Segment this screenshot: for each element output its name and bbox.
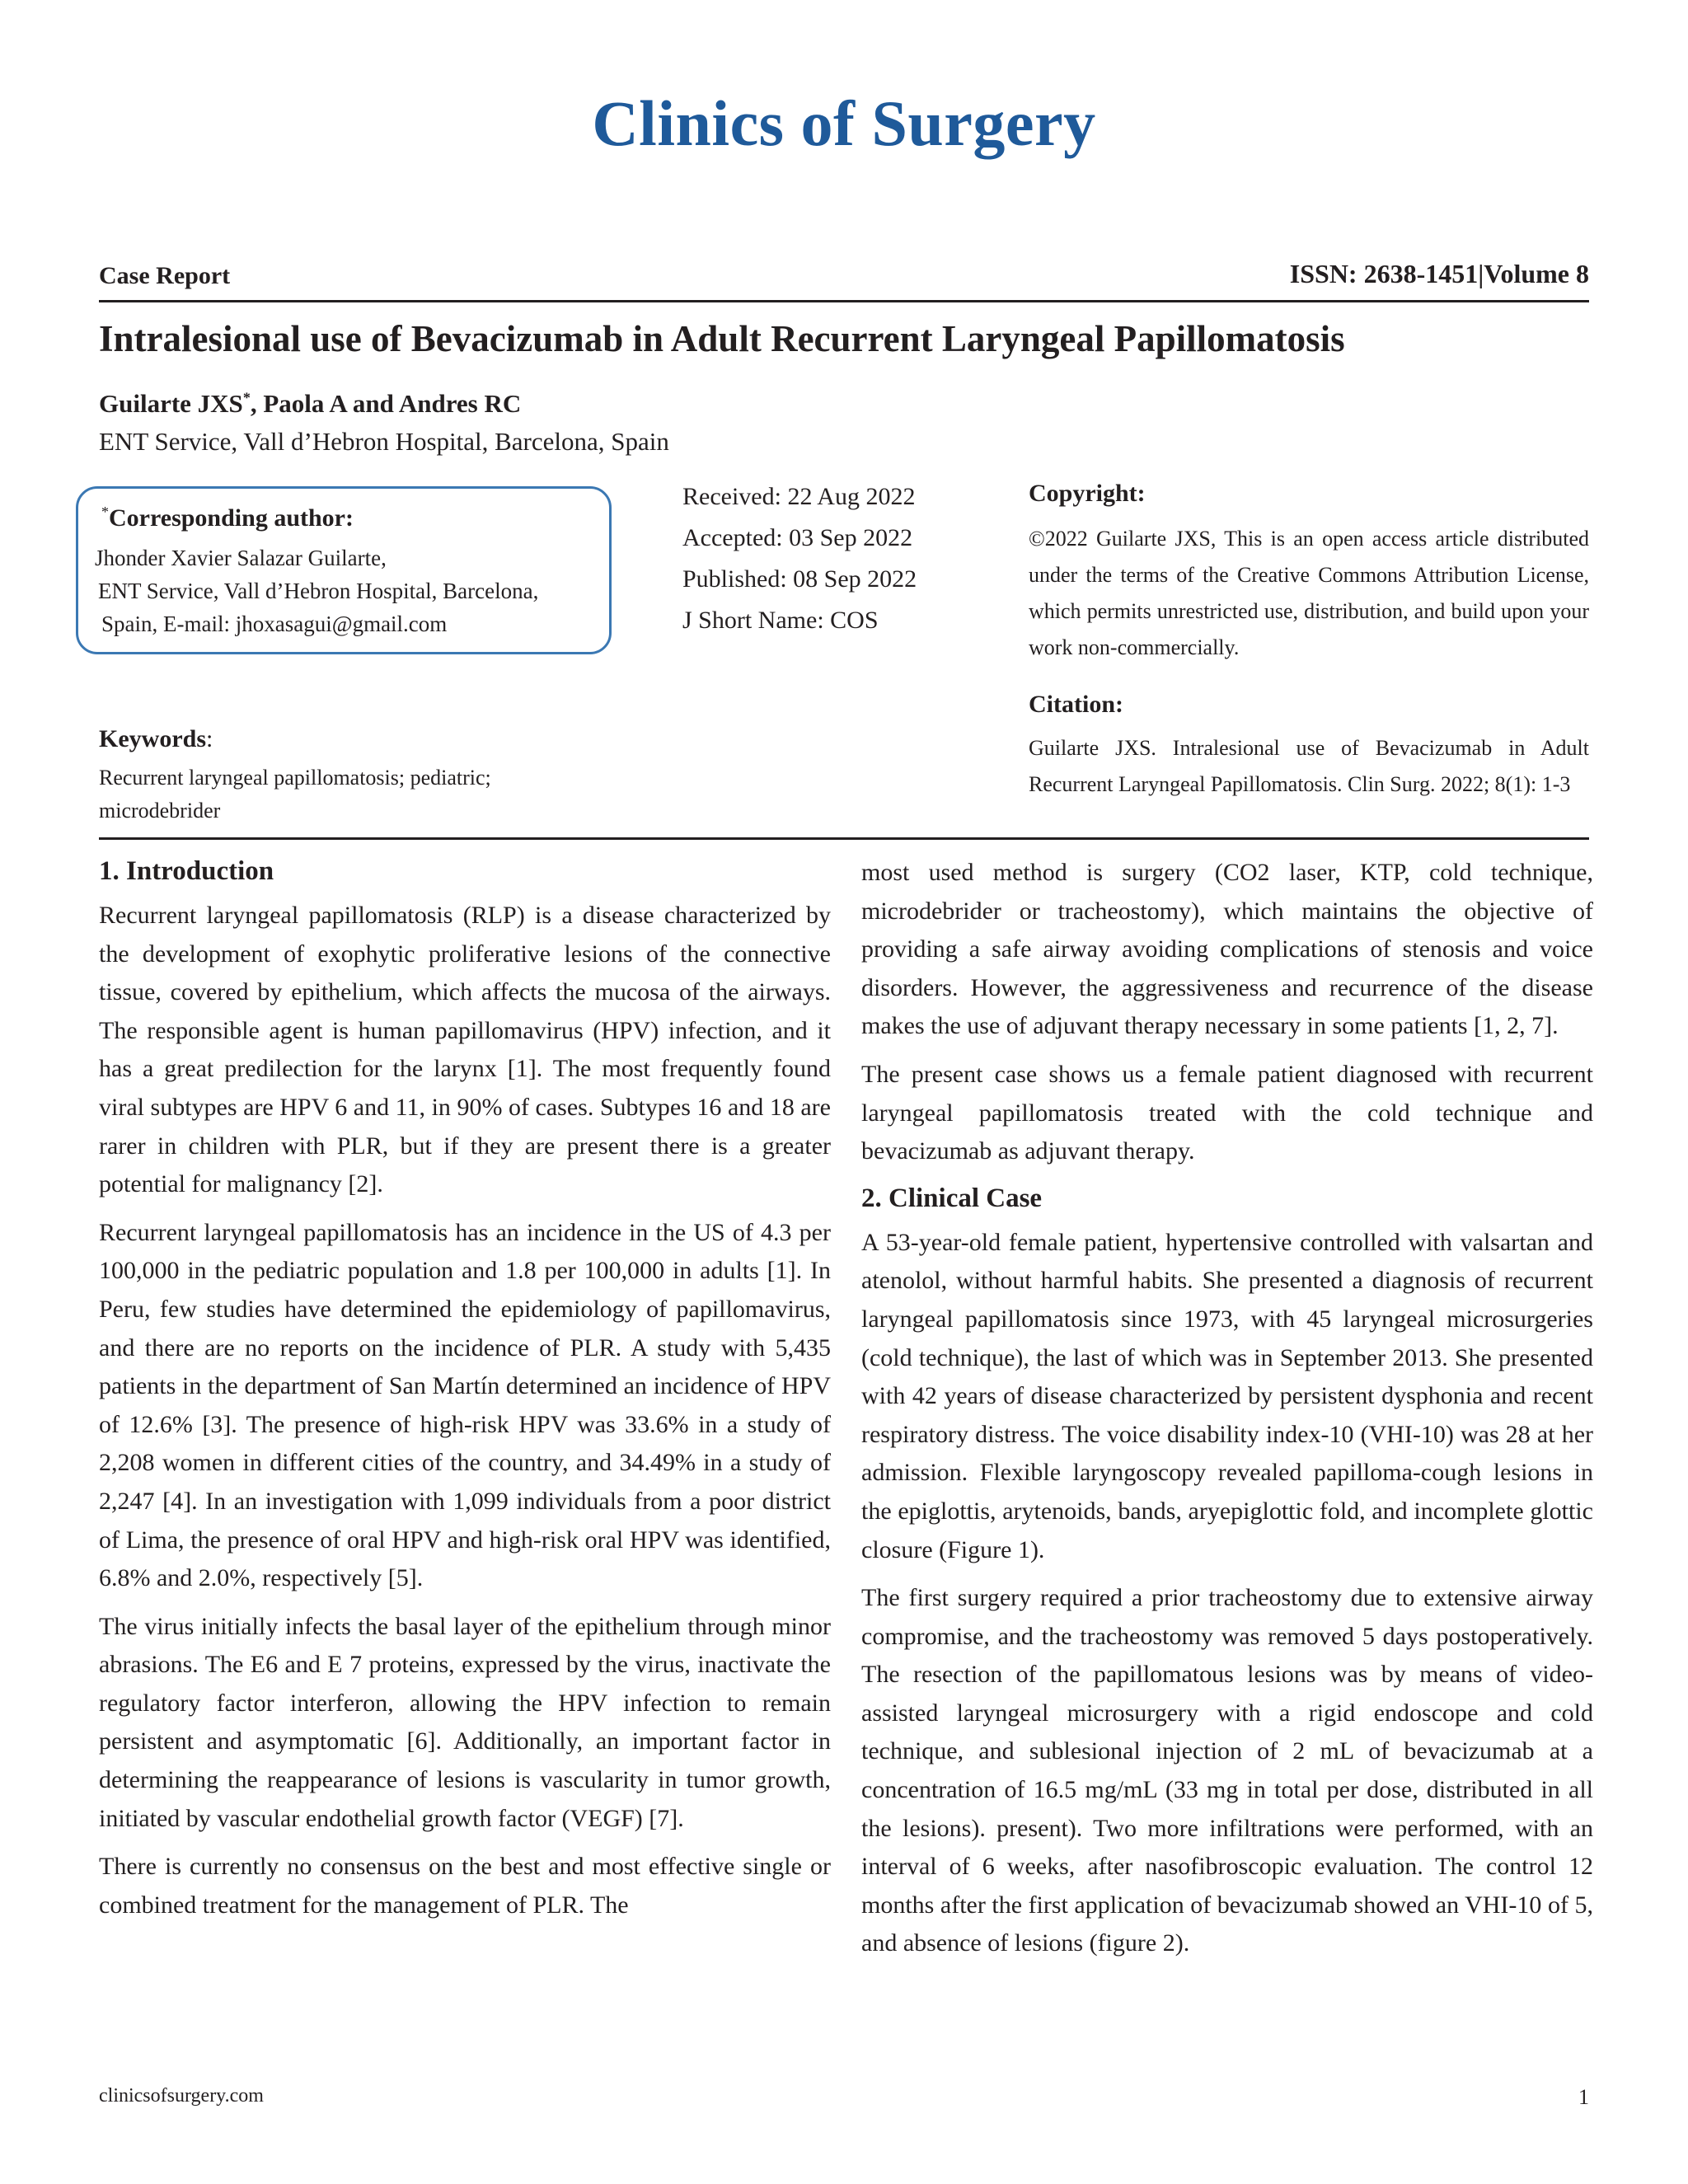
issn-volume: ISSN: 2638-1451|Volume 8 — [1289, 259, 1589, 288]
received-date: Received: 22 Aug 2022 — [682, 483, 916, 510]
published-date: Published: 08 Sep 2022 — [682, 565, 917, 593]
copyright-heading: Copyright: — [1029, 480, 1146, 507]
corresponding-author-box — [76, 486, 612, 654]
corresponding-heading-mark: * — [101, 504, 109, 520]
body-paragraph: The first surgery required a prior tracheostomy due to extensive airway compromise, and the tracheostomy was removed 5 days postoperatively. The resection of the papillomatous lesions was by means of video-assisted laryngeal microsurgery with a rigid endoscope and cold technique, and sublesional injection of 2 mL of bevacizumab at a concentration of 16.5 mg/mL (33 mg in total per dose, distributed in all the lesions). present). Two more infiltrations were performed, with an interval of 6 weeks, after nasofibroscopic evaluation. The control 12 months after the first application of bevacizumab showed an VHI-10 of 5, and absence of lesions (figure 2). — [861, 1584, 1593, 1957]
corresponding-line-2: ENT Service, Vall d’Hebron Hospital, Barcelona, — [98, 579, 539, 603]
authors — [99, 389, 521, 419]
publication-dates — [682, 476, 917, 641]
keywords-label: Keywords — [99, 725, 206, 752]
keywords-heading — [99, 725, 213, 753]
body-paragraph: The virus initially infects the basal layer of the epithelium through minor abrasions. The E6 and E 7 proteins, expressed by the virus, inactivate the regulatory factor interferon, allowing the HPV infection to remain persistent and asymptomatic [6]. Additionally, an important factor in determining the reappearance of lesions is vascularity in tumor growth, initiated by vascular endothelial growth factor (VEGF) [7]. — [99, 1612, 831, 1832]
corresponding-heading-text: Corresponding author: — [109, 504, 354, 532]
keywords-colon: : — [206, 725, 213, 752]
page-number: 1 — [1578, 2085, 1589, 2109]
accepted-date: Accepted: 03 Sep 2022 — [682, 524, 913, 551]
article-type: Case Report — [99, 262, 231, 289]
lead-author: Guilarte JXS — [99, 389, 243, 418]
introduction-heading: 1. Introduction — [99, 856, 274, 886]
corresponding-line-1: Jhonder Xavier Salazar Guilarte, — [95, 546, 387, 570]
citation-heading: Citation: — [1029, 691, 1123, 718]
journal-short-name: J Short Name: COS — [682, 607, 879, 634]
body-left-column — [99, 854, 831, 1934]
body-paragraph: most used method is surgery (CO2 laser, KTP, cold technique, microdebrider or tracheostomy), which maintains the objective of providing a safe airway avoiding complications of stenosis and voice disorders. However, the aggressiveness and recurrence of the disease makes the use of adjuvant therapy necessary in some patients [1, 2, 7]. — [861, 859, 1593, 1040]
body-right-column — [861, 854, 1593, 1973]
body-paragraph: Recurrent laryngeal papillomatosis has an incidence in the US of 4.3 per 100,000 in the pediatric population and 1.8 per 100,000 in adults [1]. In Peru, few studies have determined the epidemiology of papillomavirus, and there are no reports on the incidence of PLR. A study with 5,435 patients in the department of San Martín determined an incidence of HPV of 12.6% [3]. The presence of high-risk HPV was 33.6% in a study of 2,208 women in different cities of the country, and 34.49% in a study of 2,247 [4]. In an investigation with 1,099 individuals from a poor district of Lima, the presence of oral HPV and high-risk oral HPV was identified, 6.8% and 2.0%, respectively [5]. — [99, 1218, 831, 1592]
clinical-case-heading: 2. Clinical Case — [861, 1183, 1043, 1213]
co-authors: , Paola A and Andres RC — [250, 389, 522, 418]
journal-title: Clinics of Surgery — [592, 87, 1096, 159]
copyright-text: ©2022 Guilarte JXS, This is an open access article distributed under the terms of the Creative Commons Attribution License, which permits unrestricted use, distribution, and build upon your work non-commercially. — [1029, 527, 1589, 659]
corresponding-mark: * — [242, 389, 251, 406]
body-paragraph: Recurrent laryngeal papillomatosis (RLP) is a disease characterized by the development of exophytic proliferative lesions of the connective tissue, covered by epithelium, which affects the mucosa of the airways. The responsible agent is human papillomavirus (HPV) infection, and it has a great predilection for the larynx [1]. The most frequently found viral subtypes are HPV 6 and 11, in 90% of cases. Subtypes 16 and 18 are rarer in children with PLR, but if they are present there is a greater potential for malignancy [2]. — [99, 902, 831, 1198]
header-rule — [99, 300, 1589, 302]
corresponding-line-3: Spain, E-mail: jhoxasagui@gmail.com — [101, 612, 448, 636]
keywords-text: Recurrent laryngeal papillomatosis; pediatric; microdebrider — [99, 766, 491, 823]
article-title: Intralesional use of Bevacizumab in Adult Recurrent Laryngeal Papillomatosis — [99, 318, 1345, 359]
citation-text: Guilarte JXS. Intralesional use of Bevacizumab in Adult Recurrent Laryngeal Papillomatosis. Clin Surg. 2022; 8(1): 1-3 — [1029, 736, 1589, 796]
body-paragraph: A 53-year-old female patient, hypertensive controlled with valsartan and atenolol, without harmful habits. She presented a diagnosis of recurrent laryngeal papillomatosis since 1973, with 45 laryngeal microsurgeries (cold technique), the last of which was in September 2013. She presented with 42 years of disease characterized by persistent dysphonia and recent respiratory distress. The voice disability index-10 (VHI-10) was 28 at her admission. Flexible laryngoscopy revealed papilloma-cough lesions in the epiglottis, arytenoids, bands, aryepiglottic fold, and incomplete glottic closure (Figure 1). — [861, 1228, 1593, 1563]
footer-website: clinicsofsurgery.com — [99, 2085, 264, 2107]
frontmatter-rule — [99, 837, 1589, 840]
article-header-row — [99, 259, 1589, 295]
affiliation: ENT Service, Vall d’Hebron Hospital, Barcelona, Spain — [99, 427, 669, 456]
corresponding-heading — [101, 504, 354, 532]
body-paragraph: There is currently no consensus on the best and most effective single or combined treatment for the management of PLR. The — [99, 1853, 831, 1919]
body-paragraph: The present case shows us a female patient diagnosed with recurrent laryngeal papillomatosis treated with the cold technique and bevacizumab as adjuvant therapy. — [861, 1060, 1593, 1165]
